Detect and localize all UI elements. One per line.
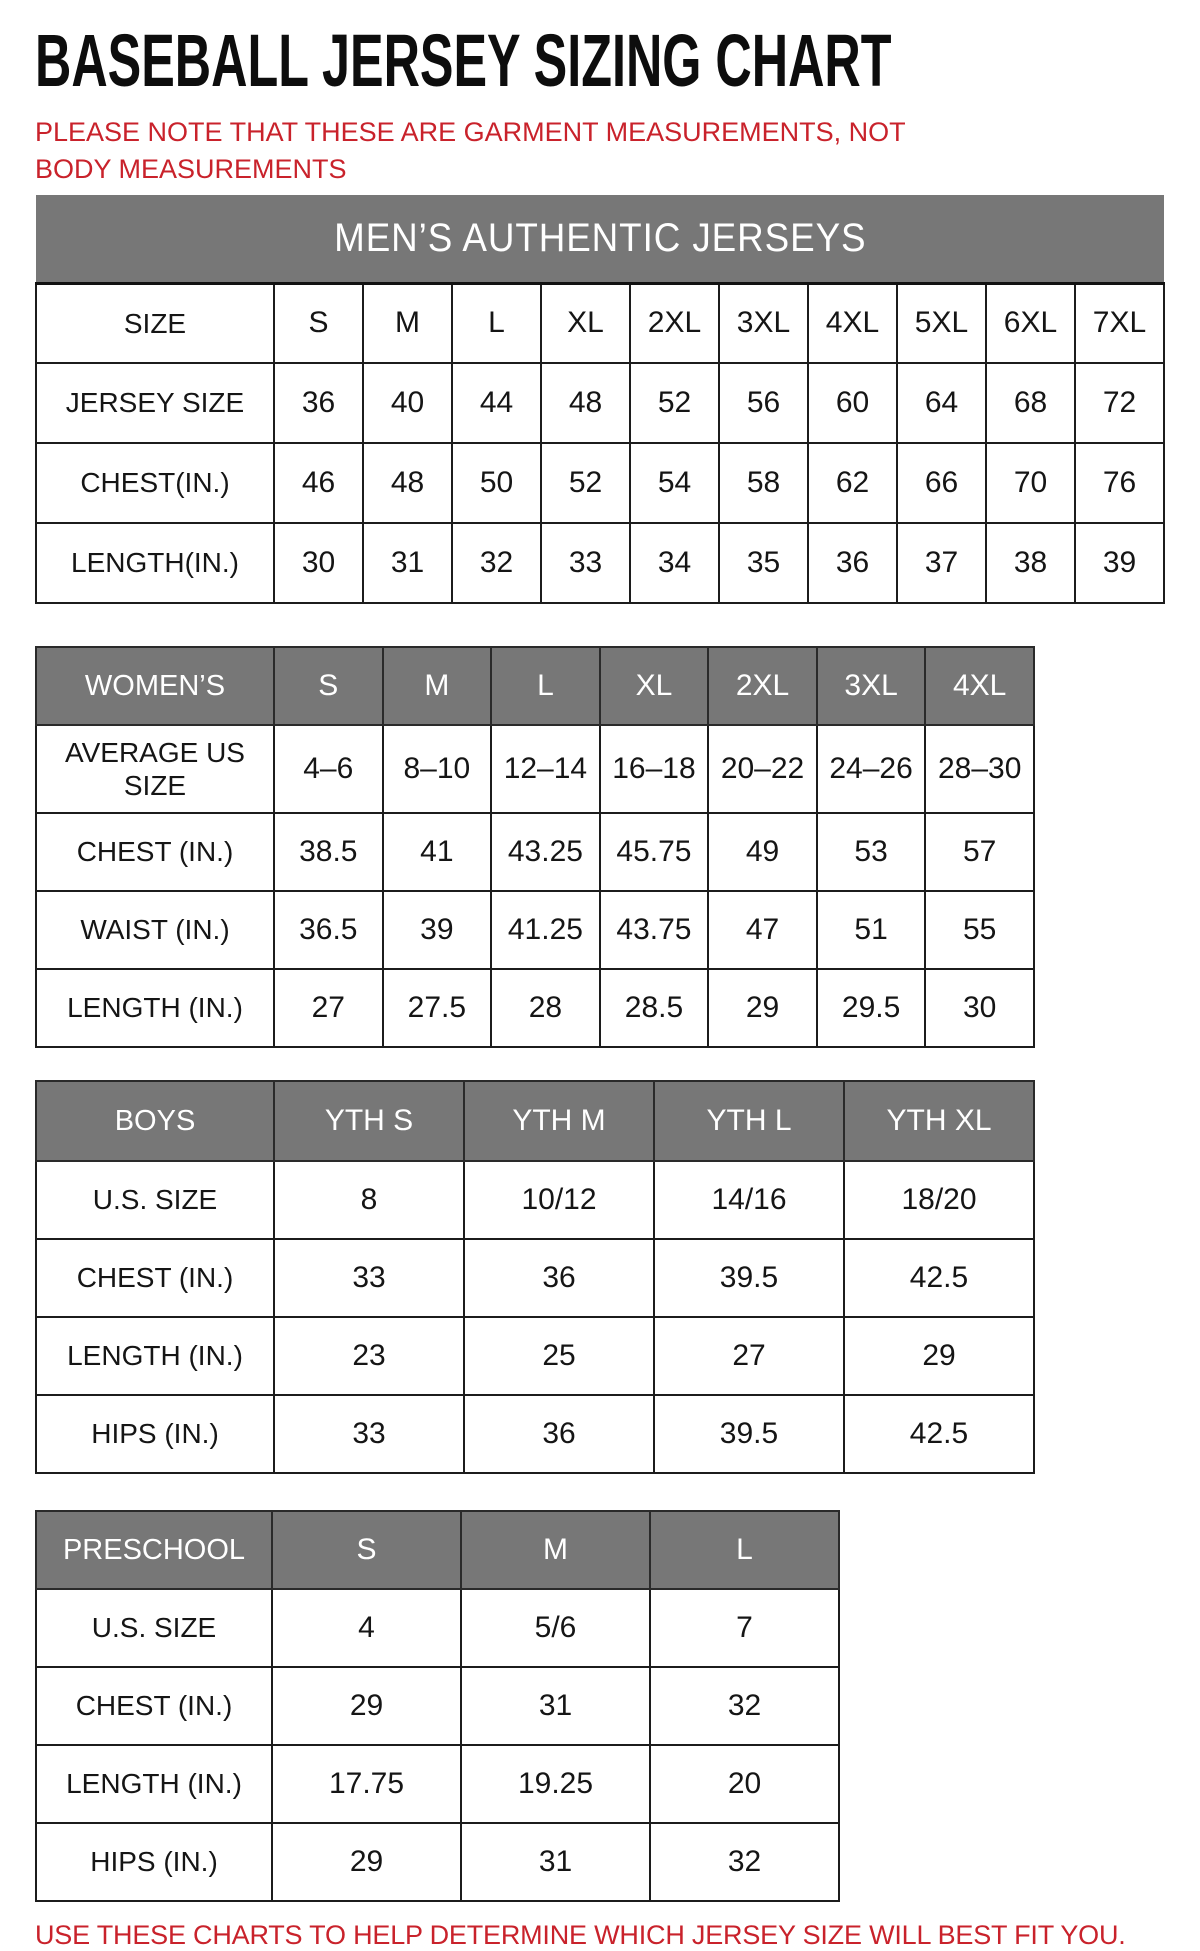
value-cell: 50 [452, 443, 541, 523]
size-header-cell: YTH M [464, 1081, 654, 1161]
value-cell: 36.5 [274, 891, 383, 969]
row-label: LENGTH(IN.) [36, 523, 274, 603]
value-cell: 30 [925, 969, 1034, 1047]
table-header-label: BOYS [36, 1081, 274, 1161]
row-label: WAIST (IN.) [36, 891, 274, 969]
value-cell: 64 [897, 363, 986, 443]
value-cell: 42.5 [844, 1395, 1034, 1473]
value-cell: 53 [817, 813, 926, 891]
mens-table-banner [36, 195, 1164, 283]
value-cell: 48 [363, 443, 452, 523]
value-cell: 30 [274, 523, 363, 603]
size-header-cell: YTH S [274, 1081, 464, 1161]
value-cell: 32 [650, 1667, 839, 1745]
womens-us-size-row [36, 725, 1034, 813]
row-label: LENGTH (IN.) [36, 1745, 272, 1823]
garment-measurements-note: PLEASE NOTE THAT THESE ARE GARMENT MEASUREMENTS, NOT BODY MEASUREMENTS [35, 117, 906, 184]
value-cell: 25 [464, 1317, 654, 1395]
value-cell: 72 [1075, 363, 1164, 443]
size-header-cell: 4XL [925, 647, 1034, 725]
value-cell: 60 [808, 363, 897, 443]
value-cell: 3XL [719, 283, 808, 363]
size-header-cell: M [383, 647, 492, 725]
value-cell: 20–22 [708, 725, 817, 813]
value-cell: 38.5 [274, 813, 383, 891]
value-cell: 12–14 [491, 725, 600, 813]
value-cell: 70 [986, 443, 1075, 523]
value-cell: XL [541, 283, 630, 363]
value-cell: 24–26 [817, 725, 926, 813]
row-label: CHEST (IN.) [36, 813, 274, 891]
value-cell: S [274, 283, 363, 363]
row-label: CHEST(IN.) [36, 443, 274, 523]
value-cell: 51 [817, 891, 926, 969]
value-cell: 29 [844, 1317, 1034, 1395]
size-header-cell: 2XL [708, 647, 817, 725]
value-cell: 32 [650, 1823, 839, 1901]
value-cell: 57 [925, 813, 1034, 891]
row-label: CHEST (IN.) [36, 1667, 272, 1745]
value-cell: 33 [274, 1395, 464, 1473]
value-cell: 41.25 [491, 891, 600, 969]
mens-chest-row [36, 443, 1164, 523]
page-title-text: BASEBALL JERSEY SIZING CHART [35, 19, 892, 102]
value-cell: 18/20 [844, 1161, 1034, 1239]
value-cell: 76 [1075, 443, 1164, 523]
value-cell: 32 [452, 523, 541, 603]
value-cell: 4–6 [274, 725, 383, 813]
value-cell: 33 [541, 523, 630, 603]
value-cell: 62 [808, 443, 897, 523]
value-cell: 8 [274, 1161, 464, 1239]
value-cell: 38 [986, 523, 1075, 603]
value-cell: 5/6 [461, 1589, 650, 1667]
value-cell: 56 [719, 363, 808, 443]
mens-authentic-jerseys-table [35, 195, 1165, 604]
value-cell: 43.75 [600, 891, 709, 969]
value-cell: 29 [272, 1823, 461, 1901]
value-cell: 68 [986, 363, 1075, 443]
row-label: HIPS (IN.) [36, 1395, 274, 1473]
womens-waist-row [36, 891, 1034, 969]
row-label: CHEST (IN.) [36, 1239, 274, 1317]
value-cell: 2XL [630, 283, 719, 363]
womens-chest-row [36, 813, 1034, 891]
preschool-hips-row [36, 1823, 839, 1901]
value-cell: 29 [708, 969, 817, 1047]
value-cell: 20 [650, 1745, 839, 1823]
row-label: LENGTH (IN.) [36, 1317, 274, 1395]
value-cell: 54 [630, 443, 719, 523]
size-header-cell: YTH XL [844, 1081, 1034, 1161]
mens-size-row [36, 283, 1164, 363]
value-cell: 37 [897, 523, 986, 603]
preschool-jerseys-table [35, 1510, 840, 1902]
value-cell: 23 [274, 1317, 464, 1395]
size-header-cell: YTH L [654, 1081, 844, 1161]
womens-jerseys-table [35, 646, 1035, 1048]
value-cell: 29.5 [817, 969, 926, 1047]
value-cell: L [452, 283, 541, 363]
value-cell: 14/16 [654, 1161, 844, 1239]
value-cell: 33 [274, 1239, 464, 1317]
boys-hips-row [36, 1395, 1034, 1473]
boys-chest-row [36, 1239, 1034, 1317]
value-cell: 52 [630, 363, 719, 443]
value-cell: 47 [708, 891, 817, 969]
value-cell: 58 [719, 443, 808, 523]
value-cell: 46 [274, 443, 363, 523]
boys-jerseys-table [35, 1080, 1035, 1474]
row-label: U.S. SIZE [36, 1161, 274, 1239]
boys-us-size-row [36, 1161, 1034, 1239]
value-cell: 27.5 [383, 969, 492, 1047]
value-cell: 48 [541, 363, 630, 443]
value-cell: 39 [1075, 523, 1164, 603]
value-cell: M [363, 283, 452, 363]
value-cell: 31 [461, 1667, 650, 1745]
value-cell: 44 [452, 363, 541, 443]
preschool-length-row [36, 1745, 839, 1823]
mens-table-banner-text: MEN’S AUTHENTIC JERSEYS [333, 215, 867, 260]
value-cell: 34 [630, 523, 719, 603]
value-cell: 7 [650, 1589, 839, 1667]
value-cell: 36 [808, 523, 897, 603]
value-cell: 66 [897, 443, 986, 523]
row-label: JERSEY SIZE [36, 363, 274, 443]
boys-length-row [36, 1317, 1034, 1395]
value-cell: 10/12 [464, 1161, 654, 1239]
size-header-cell: S [274, 647, 383, 725]
value-cell: 40 [363, 363, 452, 443]
value-cell: 8–10 [383, 725, 492, 813]
fit-advice-footer: USE THESE CHARTS TO HELP DETERMINE WHICH JERSEY SIZE WILL BEST FIT YOU. [35, 1920, 1126, 1951]
mens-banner-row [36, 195, 1164, 283]
value-cell: 45.75 [600, 813, 709, 891]
value-cell: 39.5 [654, 1239, 844, 1317]
value-cell: 4 [272, 1589, 461, 1667]
value-cell: 36 [274, 363, 363, 443]
value-cell: 27 [274, 969, 383, 1047]
womens-length-row [36, 969, 1034, 1047]
size-header-cell: S [272, 1511, 461, 1589]
value-cell: 16–18 [600, 725, 709, 813]
value-cell: 17.75 [272, 1745, 461, 1823]
mens-length-row [36, 523, 1164, 603]
size-header-cell: XL [600, 647, 709, 725]
row-label: AVERAGE US SIZE [36, 725, 274, 813]
value-cell: 28.5 [600, 969, 709, 1047]
value-cell: 31 [461, 1823, 650, 1901]
value-cell: 41 [383, 813, 492, 891]
boys-header-row [36, 1081, 1034, 1161]
table-header-label: PRESCHOOL [36, 1511, 272, 1589]
value-cell: 5XL [897, 283, 986, 363]
value-cell: 43.25 [491, 813, 600, 891]
row-label: HIPS (IN.) [36, 1823, 272, 1901]
value-cell: 28 [491, 969, 600, 1047]
mens-jersey-size-row [36, 363, 1164, 443]
value-cell: 42.5 [844, 1239, 1034, 1317]
value-cell: 49 [708, 813, 817, 891]
womens-header-row [36, 647, 1034, 725]
preschool-us-size-row [36, 1589, 839, 1667]
value-cell: 6XL [986, 283, 1075, 363]
size-header-cell: 3XL [817, 647, 926, 725]
value-cell: 35 [719, 523, 808, 603]
preschool-chest-row [36, 1667, 839, 1745]
value-cell: 4XL [808, 283, 897, 363]
table-header-label: WOMEN’S [36, 647, 274, 725]
size-header-cell: L [491, 647, 600, 725]
value-cell: 19.25 [461, 1745, 650, 1823]
value-cell: 27 [654, 1317, 844, 1395]
size-header-cell: L [650, 1511, 839, 1589]
value-cell: 28–30 [925, 725, 1034, 813]
value-cell: 39.5 [654, 1395, 844, 1473]
size-header-cell: M [461, 1511, 650, 1589]
value-cell: 31 [363, 523, 452, 603]
value-cell: 55 [925, 891, 1034, 969]
value-cell: 36 [464, 1395, 654, 1473]
preschool-header-row [36, 1511, 839, 1589]
row-label: SIZE [36, 283, 274, 363]
value-cell: 7XL [1075, 283, 1164, 363]
value-cell: 39 [383, 891, 492, 969]
value-cell: 52 [541, 443, 630, 523]
value-cell: 29 [272, 1667, 461, 1745]
row-label: U.S. SIZE [36, 1589, 272, 1667]
value-cell: 36 [464, 1239, 654, 1317]
page-title [35, 19, 1165, 102]
row-label: LENGTH (IN.) [36, 969, 274, 1047]
